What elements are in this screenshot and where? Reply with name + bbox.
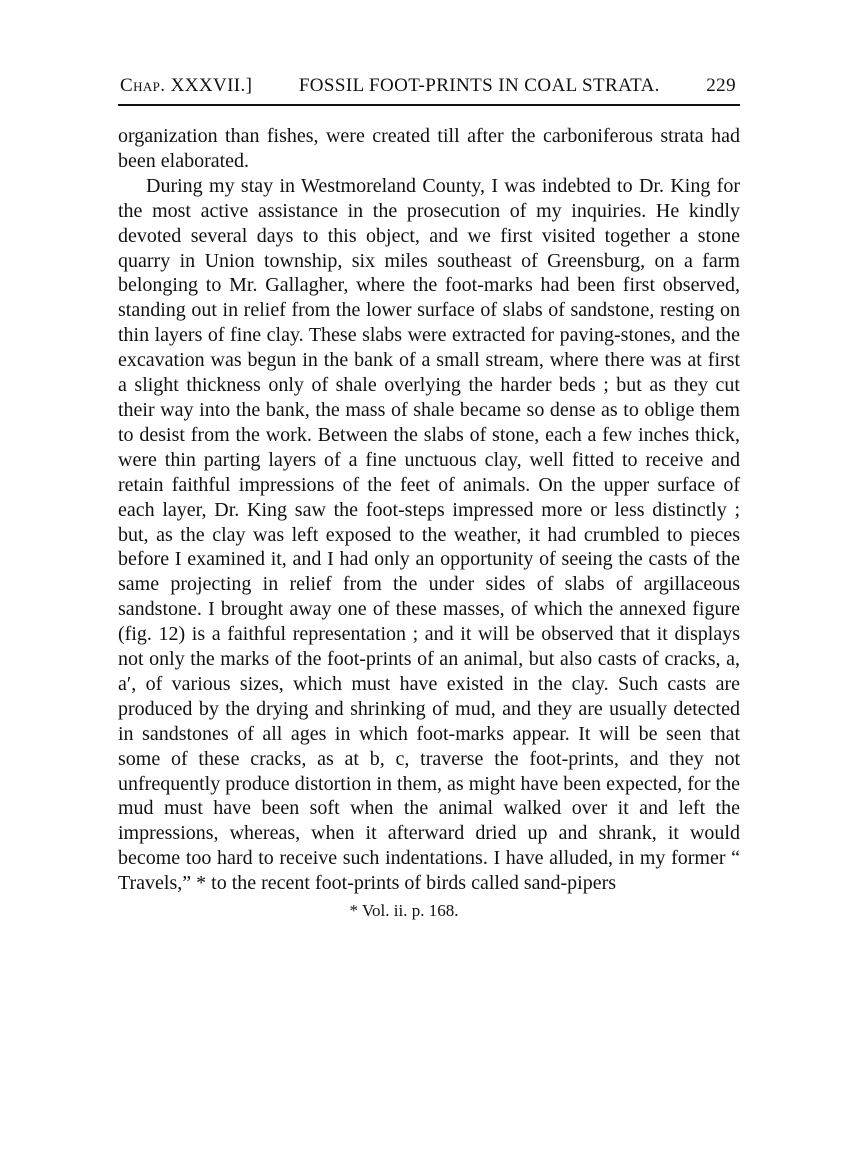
body-text	[118, 124, 740, 896]
header-rule	[118, 104, 740, 106]
chapter-label: Chap. XXXVII.]	[120, 75, 253, 96]
footnote: * Vol. ii. p. 168.	[349, 901, 459, 921]
paragraph-westmoreland: During my stay in Westmoreland County, I was indebted to Dr. King for the most active assistance in the prosecution of my inquiries. He kindly devoted several days to this object, and we first visited together a stone quarry in Union township, six miles southeast of Greensburg, on a farm belonging to Mr. Gallagher, where the foot-marks had been first observed, standing out in relief from the lower surface of slabs of sandstone, resting on thin layers of fine clay. These slabs were extracted for paving-stones, and the excavation was begun in the bank of a small stream, where there was at first a slight thickness only of shale overlying the harder beds ; but as they cut their way into the bank, the mass of shale became so dense as to oblige them to desist from the work. Between the slabs of stone, each a few inches thick, were thin parting layers of a fine unctuous clay, well fitted to receive and retain faithful impressions of the feet of animals. On the upper surface of each layer, Dr. King saw the foot-steps impressed more or less distinctly ; but, as the clay was left exposed to the weather, it had crumbled to pieces before I examined it, and I had only an opportunity of seeing the casts of the same projecting in relief from the under sides of slabs of argillaceous sandstone. I brought away one of these masses, of which the annexed figure (fig. 12) is a faithful representation ; and it will be observed that it displays not only the marks of the foot-prints of an animal, but also casts of cracks, a, a′, of various sizes, which must have existed in the clay. Such casts are produced by the drying and shrinking of mud, and they are usually detected in sandstones of all ages in which foot-marks appear. It will be seen that some of these cracks, as at b, c, traverse the foot-prints, and they not unfrequently produce distortion in them, as might have been expected, for the mud must have been soft when the animal walked over it and left the impressions, whereas, when it afterward dried up and shrank, it would become too hard to receive such indentations. I have alluded, in my former “ Travels,” * to the recent foot-prints of birds called sand-pipers	[118, 174, 740, 895]
paragraph-continuation: organization than fishes, were created till after the carboniferous strata had been elaborated.	[118, 125, 740, 172]
page-number: 229	[706, 75, 736, 96]
running-title: FOSSIL FOOT-PRINTS IN COAL STRATA.	[298, 75, 660, 96]
book-page	[118, 74, 740, 922]
running-head	[118, 74, 740, 98]
